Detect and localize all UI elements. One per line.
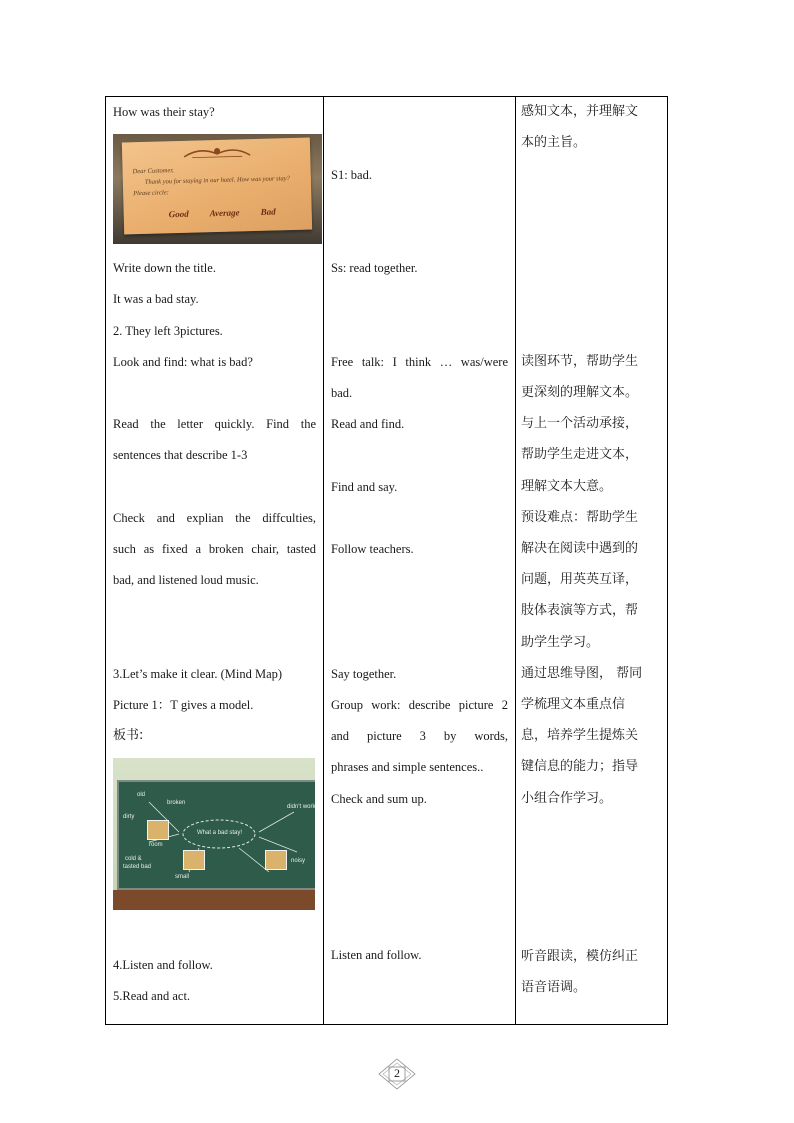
chalk-room: room bbox=[149, 842, 163, 848]
chalk-old: old bbox=[137, 792, 146, 798]
read-together-text: Ss: read together. bbox=[331, 261, 418, 275]
check-explain-text: Check and explian the diffculties, bbox=[113, 511, 316, 525]
read-find-text: Read and find. bbox=[331, 417, 405, 431]
chalk-tasted-bad: tasted bad bbox=[123, 864, 152, 870]
check-explain-text-3: bad, and listened loud music. bbox=[113, 573, 259, 587]
say-together-text: Say together. bbox=[331, 667, 397, 681]
chalk-broken: broken bbox=[167, 800, 186, 806]
free-talk-text: Free talk: I think … was/were bbox=[331, 355, 508, 369]
s1-bad-text: S1: bad. bbox=[331, 168, 372, 182]
purpose-b3: 与上一个活动承接， bbox=[521, 416, 639, 431]
board-writing-label: 板书: bbox=[113, 728, 144, 743]
purpose-c5: 小组合作学习。 bbox=[521, 791, 613, 806]
table-divider-1 bbox=[323, 96, 324, 1025]
chalk-cold: cold & bbox=[125, 856, 142, 862]
chalk-dirty: dirty bbox=[123, 814, 135, 820]
chalk-small: small bbox=[175, 874, 190, 880]
purpose-b6: 预设难点：帮助学生 bbox=[521, 510, 639, 525]
feedback-card-image bbox=[113, 134, 322, 244]
mind-map-text: 3.Let’s make it clear. (Mind Map) bbox=[113, 667, 283, 681]
card-body: Thank you for staying in our hotel. How was your stay? bbox=[144, 175, 290, 186]
purpose-c4: 键信息的能力；指导 bbox=[521, 759, 639, 774]
chalk-didnt-work: didn't work bbox=[287, 804, 315, 810]
purpose-b5: 理解文本大意。 bbox=[521, 479, 613, 494]
check-sum-text: Check and sum up. bbox=[331, 792, 427, 806]
purpose-b10: 助学生学习。 bbox=[521, 635, 600, 650]
left-pictures-text: 2. They left 3pictures. bbox=[113, 324, 223, 338]
group-work-text-2: and picture 3 by words, bbox=[331, 729, 508, 743]
bed-photo bbox=[265, 850, 287, 870]
feedback-card bbox=[122, 138, 312, 235]
picture1-text: Picture 1：T gives a model. bbox=[113, 698, 254, 712]
read-letter-text-2: sentences that describe 1-3 bbox=[113, 448, 248, 462]
card-option-average: Average bbox=[209, 207, 240, 219]
chalk-noisy: noisy bbox=[291, 858, 306, 864]
check-explain-text-2: such as fixed a broken chair, tasted bbox=[113, 542, 316, 556]
blackboard bbox=[117, 780, 315, 890]
read-act-step: 5.Read and act. bbox=[113, 989, 191, 1003]
group-work-text-3: phrases and simple sentences.. bbox=[331, 760, 484, 774]
purpose-d2: 语音语调。 bbox=[521, 980, 587, 995]
purpose-b7: 解决在阅读中遇到的 bbox=[521, 541, 639, 556]
page-number: 2 bbox=[394, 1066, 400, 1080]
free-talk-text-2: bad. bbox=[331, 386, 353, 400]
purpose-c3: 息，培养学生提炼关 bbox=[521, 728, 639, 743]
follow-teachers-text: Follow teachers. bbox=[331, 542, 414, 556]
floor bbox=[113, 890, 315, 910]
purpose-a1: 感知文本，并理解文 bbox=[521, 104, 639, 119]
room-photo bbox=[147, 820, 169, 840]
card-option-bad: Bad bbox=[260, 206, 276, 217]
table-divider-2 bbox=[515, 96, 516, 1025]
listen-follow-step: 4.Listen and follow. bbox=[113, 958, 213, 972]
card-greeting: Dear Customer, bbox=[132, 167, 174, 176]
purpose-b2: 更深刻的理解文本。 bbox=[521, 385, 639, 400]
find-say-text: Find and say. bbox=[331, 480, 398, 494]
look-find-text: Look and find: what is bad? bbox=[113, 355, 253, 369]
food-photo bbox=[183, 850, 205, 870]
purpose-b1: 读图环节，帮助学生 bbox=[521, 354, 639, 369]
listen-follow-text: Listen and follow. bbox=[331, 948, 422, 962]
card-option-good: Good bbox=[168, 208, 189, 220]
page-number-badge bbox=[378, 1058, 416, 1090]
group-work-text: Group work: describe picture 2 bbox=[331, 698, 508, 712]
stay-question: How was their stay? bbox=[113, 105, 215, 119]
purpose-b4: 帮助学生走进文本， bbox=[521, 447, 639, 462]
bad-stay-text: It was a bad stay. bbox=[113, 292, 199, 306]
read-letter-text: Read the letter quickly. Find the bbox=[113, 417, 316, 431]
ornament-icon bbox=[182, 143, 252, 161]
table-border-bottom bbox=[105, 1024, 668, 1025]
chalk-center: What a bad stay! bbox=[197, 830, 243, 836]
purpose-c1: 通过思维导图， 帮同 bbox=[521, 666, 643, 681]
purpose-d1: 听音跟读，模仿纠正 bbox=[521, 949, 639, 964]
table-border-right bbox=[667, 96, 668, 1025]
purpose-b8: 问题，用英英互译， bbox=[521, 572, 639, 587]
table-border-top bbox=[105, 96, 668, 97]
write-title-text: Write down the title. bbox=[113, 261, 216, 275]
purpose-c2: 学梳理文本重点信 bbox=[521, 697, 626, 712]
purpose-a2: 本的主旨。 bbox=[521, 135, 587, 150]
blackboard-image bbox=[113, 758, 315, 910]
card-instruction: Please circle: bbox=[133, 189, 169, 198]
purpose-b9: 肢体表演等方式，帮 bbox=[521, 603, 639, 618]
table-border-left bbox=[105, 96, 106, 1025]
